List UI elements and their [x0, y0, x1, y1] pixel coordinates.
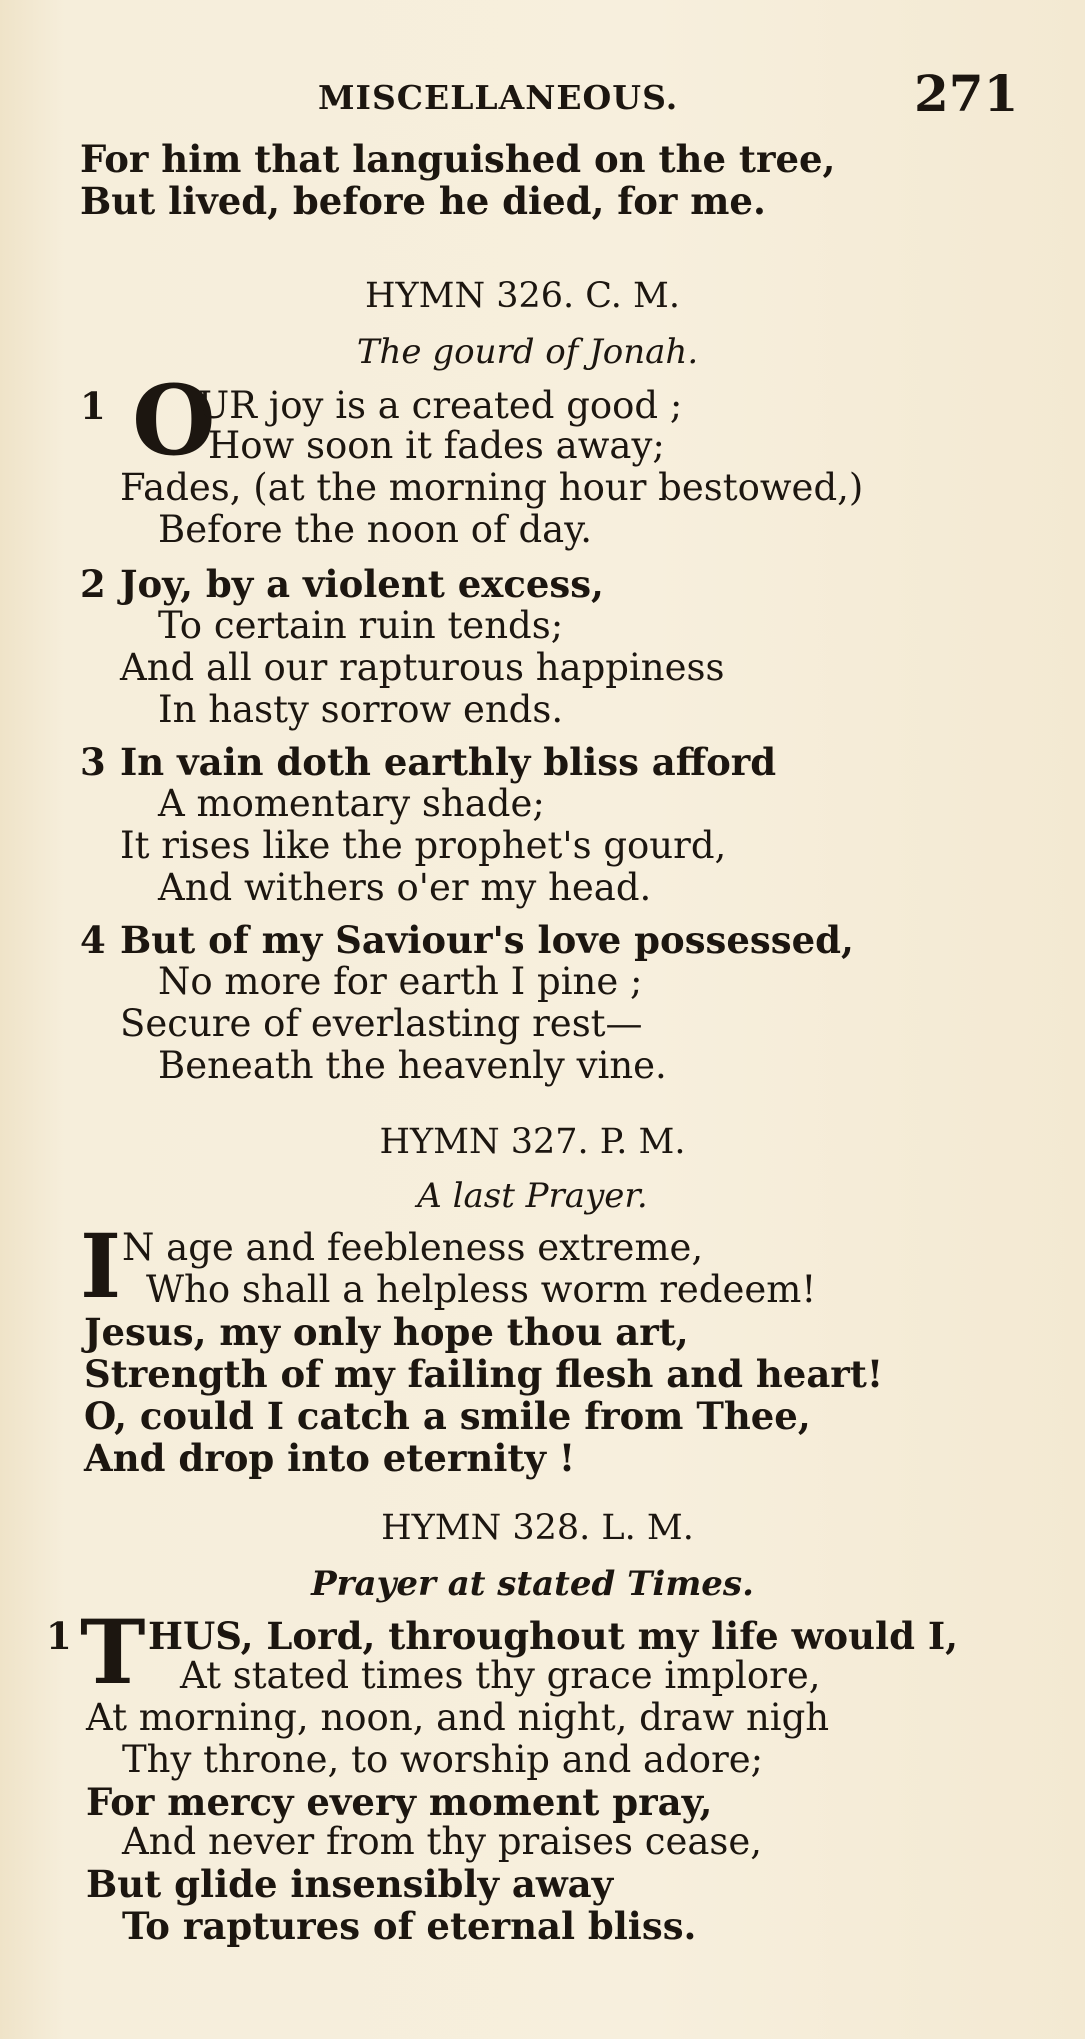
- hymn-subtitle: The gourd of Jonah.: [356, 332, 699, 372]
- page-header: [0, 62, 1085, 122]
- hymn-line: But glide insensibly away: [86, 1862, 614, 1906]
- hymn-line: And all our rapturous happiness: [120, 646, 725, 689]
- verse-number: 2: [80, 562, 106, 606]
- hymn-line: Joy, by a violent excess,: [120, 562, 604, 606]
- hymn-line: Fades, (at the morning hour bestowed,): [120, 466, 864, 509]
- hymn-line: In vain doth earthly bliss afford: [120, 740, 777, 784]
- hymn-line: Thy throne, to worship and adore;: [122, 1738, 764, 1781]
- hymn-line: Strength of my failing flesh and heart!: [84, 1352, 884, 1396]
- drop-cap: I: [80, 1214, 122, 1318]
- hymn-line: How soon it fades away;: [208, 424, 665, 467]
- verse-number: 1: [46, 1614, 72, 1658]
- verse-number: 1: [80, 384, 106, 428]
- hymn-line: It rises like the prophet's gourd,: [120, 824, 727, 867]
- hymn-heading: HYMN 328. L. M.: [381, 1508, 694, 1548]
- hymn-line: For mercy every moment pray,: [86, 1780, 713, 1824]
- hymn-line: And never from thy praises cease,: [122, 1820, 763, 1863]
- hymn-line: A momentary shade;: [158, 782, 545, 825]
- hymn-line: To raptures of eternal bliss.: [122, 1904, 697, 1948]
- hymn-line: O, could I catch a smile from Thee,: [84, 1394, 811, 1438]
- hymn-line: No more for earth I pine ;: [158, 960, 643, 1003]
- hymn-line: Jesus, my only hope thou art,: [84, 1310, 689, 1354]
- continuation-line: But lived, before he died, for me.: [80, 179, 766, 223]
- hymn-line: N age and feebleness extreme,: [122, 1226, 704, 1269]
- hymn-line: HUS, Lord, throughout my life would I,: [148, 1614, 959, 1658]
- hymn-subtitle: A last Prayer.: [417, 1176, 648, 1216]
- hymn-line: Who shall a helpless worm redeem!: [146, 1268, 817, 1311]
- verse-number: 3: [80, 740, 106, 784]
- hymn-subtitle: Prayer at stated Times.: [311, 1564, 754, 1604]
- drop-cap: O: [132, 364, 216, 477]
- running-title: MISCELLANEOUS.: [318, 78, 679, 117]
- hymn-heading: HYMN 326. C. M.: [364, 276, 681, 316]
- hymn-line: At morning, noon, and night, draw nigh: [86, 1696, 830, 1739]
- hymn-line: And drop into eternity !: [84, 1436, 576, 1480]
- verse-number: 4: [80, 918, 106, 962]
- hymn-line: And withers o'er my head.: [158, 866, 652, 909]
- continuation-line: For him that languished on the tree,: [80, 137, 836, 181]
- hymn-heading: HYMN 327. P. M.: [379, 1122, 686, 1162]
- hymn-line: UR joy is a created good ;: [198, 384, 683, 427]
- page-number: 271: [914, 64, 1019, 123]
- hymn-line: Before the noon of day.: [158, 508, 592, 551]
- hymn-line: At stated times thy grace implore,: [180, 1654, 821, 1697]
- hymn-line: Secure of everlasting rest—: [120, 1002, 643, 1045]
- drop-cap: T: [80, 1600, 146, 1704]
- hymn-line: Beneath the heavenly vine.: [158, 1044, 667, 1087]
- hymn-line: But of my Saviour's love possessed,: [120, 918, 854, 962]
- hymn-line: In hasty sorrow ends.: [158, 688, 564, 731]
- hymn-line: To certain ruin tends;: [158, 604, 564, 647]
